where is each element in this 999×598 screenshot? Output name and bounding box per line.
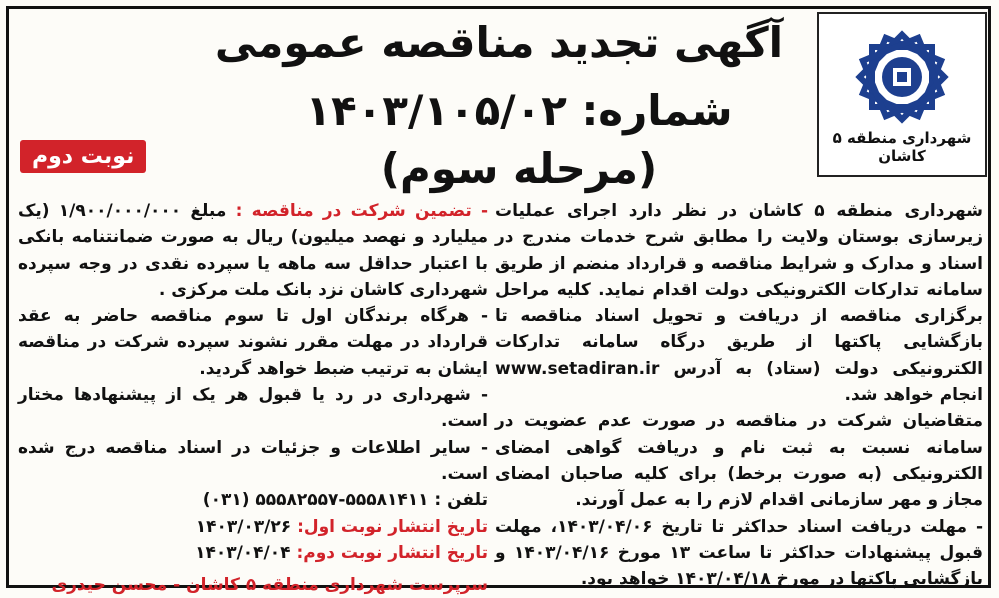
phone-line: تلفن : ۵۵۵۸۱۴۱۱-۵۵۵۸۲۵۵۷ (۰۳۱) xyxy=(202,490,488,511)
round-badge: نوبت دوم xyxy=(20,140,146,173)
intro-text: شهرداری منطقه ۵ کاشان در نظر دارد اجرای عملیات زیرسازی بوستان ولایت را مطابق شرح خدمات مندرج در اسناد و مدارک و شرایط مناقصه و قرارداد منضم از طریق سامانه تدارکات الکترونیکی دولت اقدام نماید. کلیه مراحل برگزاری مناقصه از دریافت و تحویل اسناد مناقصه تا بازگشایی پاکتها از طریق درگاه سامانه تدارکات الکترونیکی دولت (ستاد) به آدرس xyxy=(495,201,983,379)
other-info-paragraph: - سایر اطلاعات و جزئیات در اسناد مناقصه درج شده است. xyxy=(18,437,488,484)
deadlines-paragraph: - مهلت دریافت اسناد حداکثر تا تاریخ ۱۴۰۳/۰۴/۰۶، مهلت قبول پیشنهادات حداکثر تا ساعت ۱۳ مورخ ۱۴۰۳/۰۴/۱۶ و بازگشایی پاکتها در مورخ ۱۴۰۳/۰۴/۱۸ خواهد بود. xyxy=(495,516,984,590)
logo-panel xyxy=(817,12,987,177)
notice-number: شماره: ۱۴۰۳/۱۰۵/۰۲ (مرحله سوم) xyxy=(305,86,733,193)
applicants-paragraph: متقاضیان شرکت در مناقصه در صورت عدم عضویت در سامانه نسبت به ثبت نام و دریافت گواهی امضای الکترونیکی (به صورت برخط) برای کلیه صاحبان امضای مجاز و مهر سازمانی اقدام لازم را به عمل آورند. xyxy=(495,411,983,511)
intro-paragraph xyxy=(495,198,983,408)
second-publication-label: تاریخ انتشار نوبت دوم: xyxy=(296,542,488,563)
notice-title: آگهی تجدید مناقصه عمومی xyxy=(214,18,784,67)
first-publication-label: تاریخ انتشار نوبت اول: xyxy=(297,516,488,537)
winners-paragraph: - هرگاه برندگان اول تا سوم مناقصه حاضر به عقد قرارداد در مهلت مقرر نشوند سپرده شرکت در مناقصه ایشان به ترتیب ضبط خواهد گردید. xyxy=(18,306,488,379)
second-publication-line xyxy=(18,540,488,566)
logo-caption: شهرداری منطقه ۵ کاشان xyxy=(832,129,972,165)
first-publication-date: ۱۴۰۳/۰۳/۲۶ xyxy=(195,516,292,537)
left-column xyxy=(18,198,488,598)
intro-end: انجام خواهد شد. xyxy=(844,385,983,406)
first-publication-line xyxy=(18,514,488,540)
website-link[interactable]: www.setadiran.ir xyxy=(495,358,660,379)
guarantee-label: - تضمین شرکت در مناقصه : xyxy=(235,201,489,221)
rights-paragraph: - شهرداری در رد یا قبول هر یک از پیشنهادها مختار است. xyxy=(18,385,488,432)
guarantee-text: مبلغ ۱/۹۰۰/۰۰۰/۰۰۰ (یک میلیارد و نهصد میلیون) ریال به صورت ضمانتنامه بانکی با اعتبار حداقل سه ماهه یا سپرده نقدی در وجه سپرده شهرداری کاشان نزد بانک ملت مرکزی . xyxy=(18,201,488,300)
municipality-emblem-icon xyxy=(847,22,957,132)
signature: سرپرست شهرداری منطقه ۵ کاشان - محسن حیدری xyxy=(51,575,488,596)
second-publication-date: ۱۴۰۳/۰۴/۰۴ xyxy=(195,542,291,563)
right-column xyxy=(495,198,983,592)
guarantee-paragraph xyxy=(18,198,488,303)
